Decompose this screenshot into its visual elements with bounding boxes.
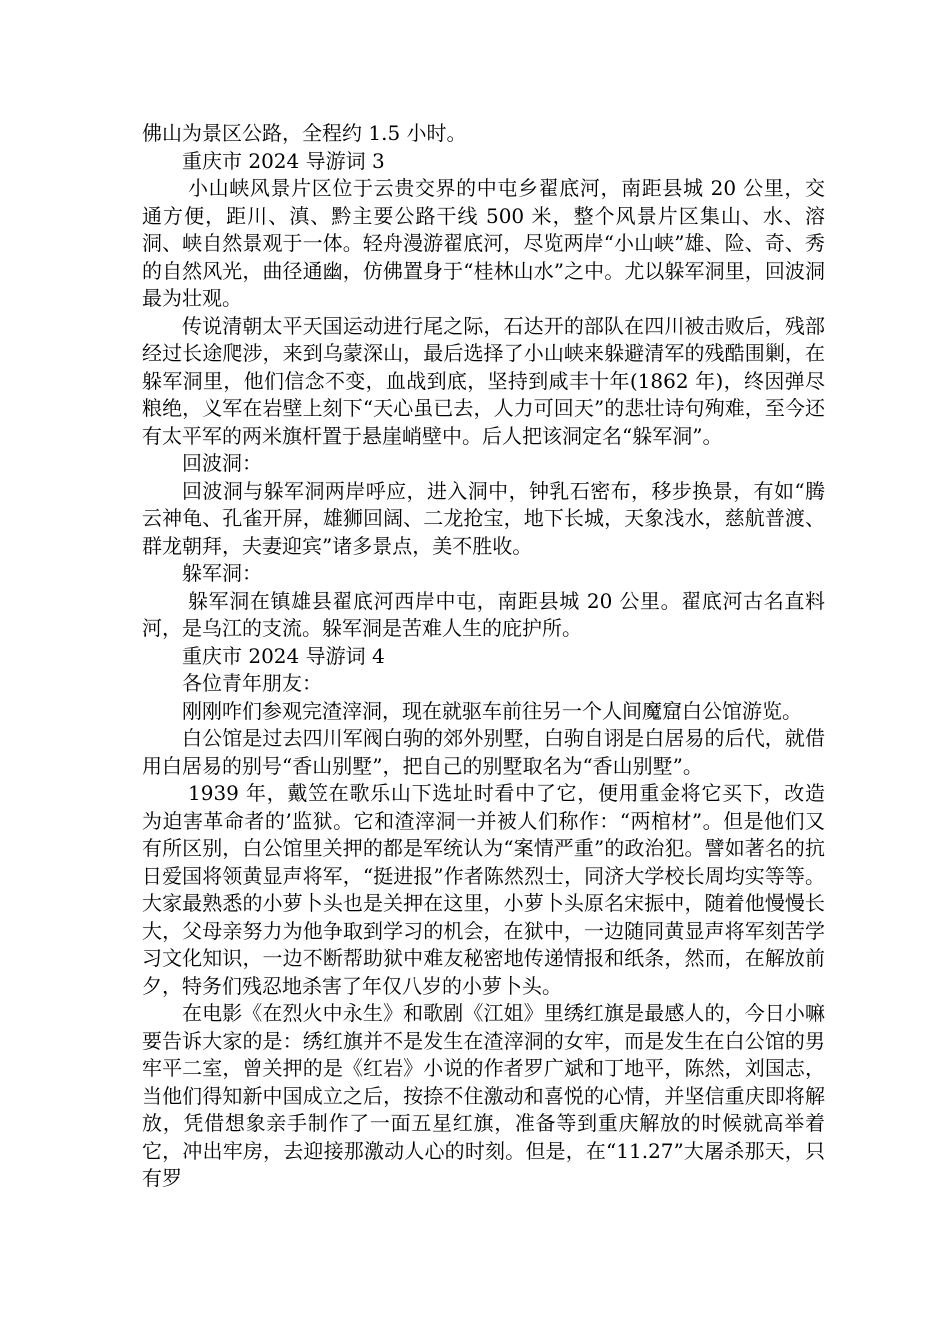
subheading-huibo-cave: 回波洞： [182, 451, 262, 475]
document-body [142, 120, 825, 1193]
paragraph-huibo-cave: 回波洞与躲军洞两岸呼应，进入洞中，钟乳石密布，移步换景，有如“腾云神龟、孔雀开屏，雄狮回阔、二龙抢宝，地下长城，天象浅水，慈航普渡、群龙朝拜，夫妻迎宾”诸多景点，美不胜收。 [142, 478, 825, 558]
paragraph-continuation: 佛山为景区公路，全程约 1.5 小时。 [142, 121, 467, 145]
subheading-duojun-cave: 躲军洞： [182, 561, 262, 585]
paragraph-transition: 刚刚咋们参观完渣滓洞，现在就驱车前往另一个人间魔窟白公馆游览。 [182, 698, 802, 723]
section-title-3: 重庆市 2024 导游词 3 [182, 148, 385, 173]
paragraph-red-flag: 在电影《在烈火中永生》和歌剧《江姐》里绣红旗是最感人的，今日小嘛要告诉大家的是：绣红旗并不是发生在渣滓洞的女牢，而是发生在白公馆的男牢平二室，曾关押的是《红岩》小说的作者罗广斌和丁地平，陈然，刘国志，当他们得知新中国成立之后，按捺不住激动和喜悦的心情，并坚信重庆即将解放，凭借想象亲手制作了一面五星红旗，准备等到重庆解放的时候就高举着它，冲出牢房，去迎接那激动人心的时刻。但是，在“11.27”大屠杀那天，只有罗 [142, 1001, 825, 1190]
paragraph-duojun-cave: 躲军洞在镇雄县翟底河西岸中屯，南距县城 20 公里。翟底河古名直料河，是乌江的支流。躲军洞是苦难人生的庇护所。 [142, 588, 825, 640]
section-title-4: 重庆市 2024 导游词 4 [182, 643, 385, 668]
paragraph-xiaoshanxia-intro: 小山峡风景片区位于云贵交界的中屯乡翟底河，南距县城 20 公里，交通方便，距川、滇、黔主要公路干线 500 米，整个风景片区集山、水、溶洞、峡自然景观于一体。轻舟漫游翟底河，尽览两岸“小山峡”雄、险、奇、秀的自然风光，曲径通幽，仿佛置身于“桂林山水”之中。尤以躲军洞里，回波洞最为壮观。 [142, 176, 825, 310]
paragraph-prison-history: 1939 年，戴笠在歌乐山下选址时看中了它，便用重金将它买下，改造为迫害革命者的’监狱。它和渣滓洞一并被人们称作：“两棺材”。但是他们又有所区别，白公馆里关押的都是军统认为“案情严重”的政治犯。譬如著名的抗日爱国将领黄显声将军，“挺进报”作者陈然烈士，同济大学校长周均实等等。大家最熟悉的小萝卜头也是关押在这里，小萝卜头原名宋振中，随着他慢慢长大，父母亲努力为他争取到学习的机会，在狱中，一边随同黄显声将军刻苦学习文化知识，一边不断帮助狱中难友秘密地传递情报和纸条，然而，在解放前夕，特务们残忍地杀害了年仅八岁的小萝卜头。 [142, 781, 825, 998]
paragraph-bai-mansion-origin: 白公馆是过去四川军阀白驹的郊外别墅，白驹自诩是白居易的后代，就借用白居易的别号“香山别墅”，把自己的别墅取名为“香山别墅”。 [142, 726, 825, 778]
paragraph-legend: 传说清朝太平天国运动进行尾之际，石达开的部队在四川被击败后，残部经过长途爬涉，来到乌蒙深山，最后选择了小山峡来躲避清军的残酷围剿，在躲军洞里，他们信念不变，血战到底，坚持到咸丰十年(1862 年)，终因弹尽粮绝，义军在岩壁上刻下“天心虽已去，人力可回天”的悲壮诗句殉难，至今还有太平军的两米旗杆置于悬崖峭壁中。后人把该洞定名“躲军洞”。 [142, 313, 825, 448]
greeting: 各位青年朋友： [182, 671, 322, 695]
